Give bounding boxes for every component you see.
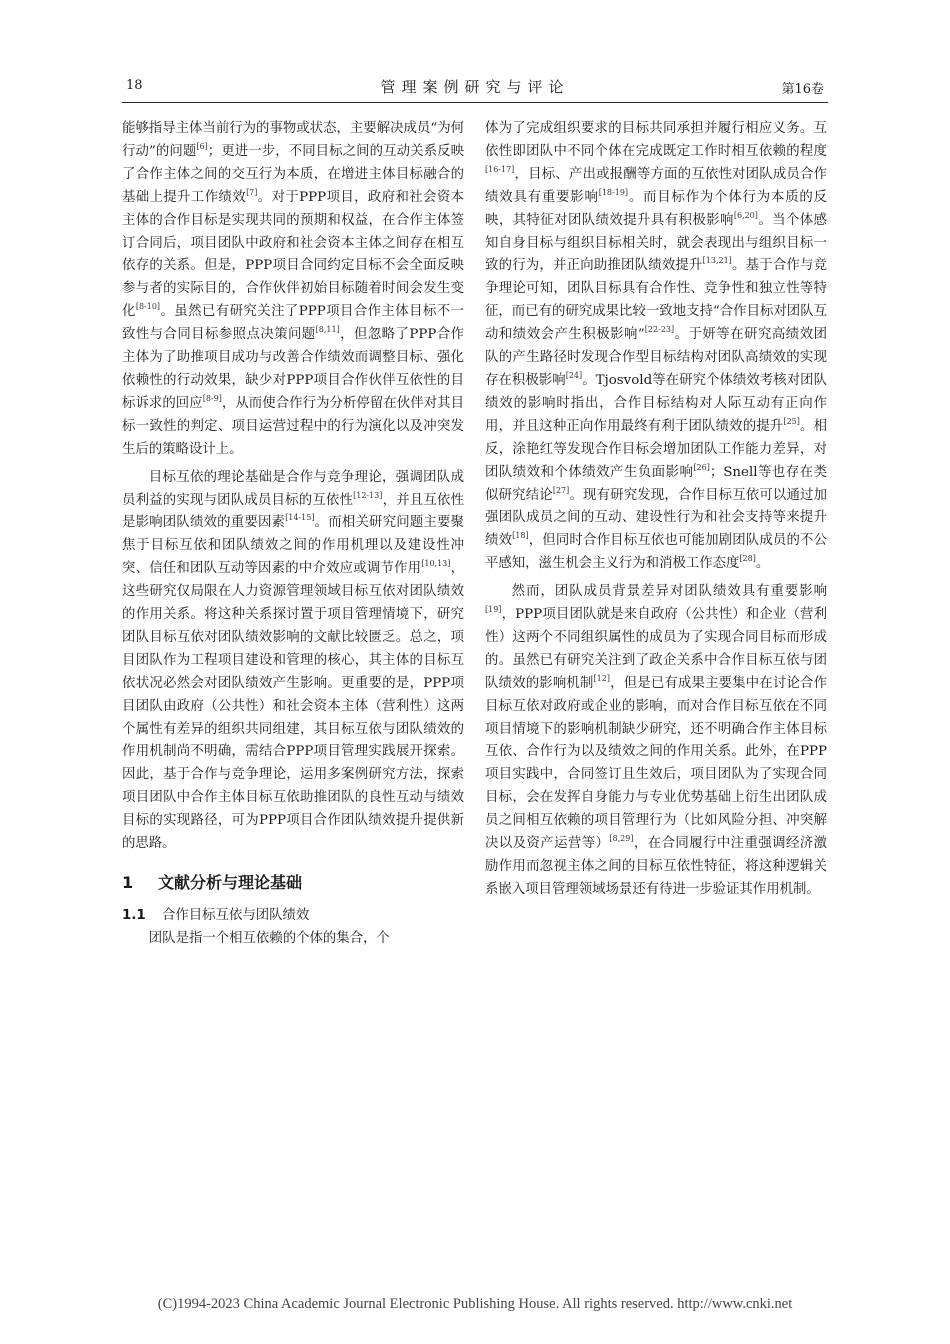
- paragraph: [485, 118, 827, 576]
- text-run: ，但同时合作目标互依也可能加剧团队成员的不公平感知，滋生机会主义行为和消极工作态度: [485, 533, 828, 572]
- section-heading: [122, 872, 464, 895]
- volume-label: 第16卷: [781, 82, 824, 97]
- subsection-title: 合作目标互依与团队绩效: [162, 907, 310, 923]
- text-run: 。而相关研究问题主要聚焦于目标互依和团队绩效之间的作用机理以及建设性冲突、信任和团队互动等因素的中介效应或调节作用: [122, 515, 464, 577]
- subsection-heading: [122, 905, 464, 928]
- citation-ref: [16-17]: [485, 164, 515, 174]
- citation-ref: [18]: [512, 531, 529, 541]
- text-run: 团队是指一个相互依赖的个体的集合，个: [148, 930, 390, 946]
- citation-ref: [14-15]: [285, 513, 315, 523]
- section-title: 文献分析与理论基础: [158, 873, 303, 892]
- citation-ref: [28]: [739, 554, 756, 564]
- text-run: 。相反，涂艳红等发现合作目标会增加团队工作能力差异，对团队绩效和个体绩效产生负面影响: [485, 418, 828, 480]
- subsection-number: 1.1: [122, 907, 146, 923]
- text-run: ；更进一步，不同目标之间的互动关系反映了合作主体之间的交互行为本质，在增进主体目标融合的基础上提升工作绩效: [122, 143, 464, 205]
- text-run: 。基于合作与竞争理论可知，团队目标具有合作性、竞争性和独立性等特征，而已有的研究成果比较一致地支持“合作目标对团队互动和绩效会产生积极影响”: [485, 258, 828, 343]
- citation-ref: [10,13]: [421, 559, 451, 569]
- paragraph: [485, 581, 827, 902]
- journal-title: 管理案例研究与评论: [380, 78, 570, 96]
- section-number: 1: [122, 873, 134, 892]
- text-run: ，在合同履行中注重强调经济激励作用而忽视主体之间的目标互依性特征，将这种逻辑关系嵌入项目管理领域场景还有待进一步验证其作用机制。: [485, 836, 828, 897]
- text-run: 目标互依的理论基础是合作与竞争理论，强调团队成员利益的实现与团队成员目标的互依性: [122, 469, 464, 508]
- paragraph: [122, 928, 464, 951]
- text-run: ；Snell等也存在类似研究结论: [485, 464, 827, 503]
- copyright-footer: (C)1994-2023 China Academic Journal Electronic Publishing House. All rights reserved. http://www.cnki.net: [157, 1296, 793, 1312]
- text-run: 。对于PPP项目，政府和社会资本主体的合作目标是实现共同的预期和权益，在合作主体签订合同后，项目团队中政府和社会资本主体之间存在相互依存的关系。但是，PPP项目合同约定目标不会全面反映参与者的实际目的，合作伙伴初始目标随着时间会发生变化: [122, 189, 465, 320]
- text-run: ，这些研究仅局限在人力资源管理领域目标互依对团队绩效的作用关系。将这种关系探讨置于项目管理情境下，研究团队目标互依对团队绩效影响的文献比较匮乏。总之，项目团队作为工程项目建设和管理的核心，其主体的目标互依状况必然会对团队绩效产生影响。更重要的是，PPP项目团队由政府（公共性）和社会资本主体（营利性）这两个属性有差异的组织共同组建，其目标互依与团队绩效的作用机制尚不明确，需结合PPP项目管理实践展开探索。因此，基于合作与竞争理论，运用多案例研究方法，探索项目团队中合作主体目标互依助推团队的良性互动与绩效目标的实现路径，可为PPP项目合作团队绩效提升提供新的思路。: [122, 561, 465, 852]
- left-column: [122, 118, 464, 951]
- paragraph: [122, 118, 464, 462]
- citation-ref: [8,29]: [609, 834, 634, 844]
- citation-ref: [18-19]: [598, 187, 629, 197]
- citation-ref: [12-13]: [353, 490, 383, 500]
- citation-ref: [26]: [693, 462, 710, 472]
- text-run: ，从而使合作行为分析停留在伙伴对其目标一致性的判定、项目运营过程中的行为演化以及冲突发生后的策略设计上。: [122, 395, 464, 457]
- text-run: 然而，团队成员背景差异对团队绩效具有重要影响: [511, 584, 827, 600]
- citation-ref: [24]: [565, 370, 583, 380]
- text-run: ，并且互依性是影响团队绩效的重要因素: [122, 492, 465, 531]
- text-run: 体为了完成组织要求的目标共同承担并履行相应义务。互依性即团队中不同个体在完成既定工作时相互依赖的程度: [485, 121, 827, 159]
- citation-ref: [27]: [552, 485, 570, 495]
- running-header: [122, 76, 828, 103]
- paragraph: [122, 467, 464, 856]
- citation-ref: [25]: [783, 416, 800, 426]
- text-run: ，目标、产出或报酬等方面的互依性对团队成员合作绩效具有重要影响: [485, 166, 827, 205]
- right-column: [485, 118, 827, 902]
- text-run: ，但是已有成果主要集中在讨论合作目标互依对政府或企业的影响，而对合作目标互依在不同项目情境下的影响机制缺少研究，还不明确合作主体目标互依、合作行为以及绩效之间的作用关系。此外，在PPP项目实践中，合同签订且生效后，项目团队为了实现合同目标，会在发挥自身能力与专业优势基础上衍生出团队成员之间相互依赖的项目管理行为（比如风险分担、冲突解决以及资产运营等）: [485, 675, 828, 852]
- citation-ref: [22-23]: [644, 325, 675, 335]
- citation-ref: [8-10]: [135, 302, 161, 312]
- citation-ref: [8,11]: [315, 325, 340, 335]
- citation-ref: [13,21]: [702, 256, 732, 266]
- text-run: ，PPP项目团队就是来自政府（公共性）和企业（营利性）这两个不同组织属性的成员为了实现合同目标而形成的。虽然已有研究关注到了政企关系中合作目标互依与团队绩效的影响机制: [485, 607, 827, 691]
- text-run: 。于妍等在研究高绩效团队的产生路径时发现合作型目标结构对团队高绩效的实现存在积极影响: [485, 327, 827, 388]
- citation-ref: [12]: [593, 673, 610, 683]
- citation-ref: [19]: [485, 605, 502, 615]
- text-run: 能够指导主体当前行为的事物或状态，主要解决成员“为何行动”的问题: [122, 121, 464, 159]
- text-run: 。Tjosvold等在研究个体绩效考核对团队绩效的影响时指出，合作目标结构对人际互动有正向作用，并且这种正向作用最终有利于团队绩效的提升: [485, 372, 828, 434]
- text-run: 。现有研究发现，合作目标互依可以通过加强团队成员之间的互动、建设性行为和社会支持等来提升绩效: [485, 487, 828, 549]
- text-run: 。而目标作为个体行为本质的反映，其特征对团队绩效提升具有积极影响: [485, 189, 828, 228]
- citation-ref: [8-9]: [202, 393, 222, 403]
- citation-ref: [7]: [246, 187, 258, 197]
- citation-ref: [6]: [196, 141, 208, 151]
- citation-ref: [6,20]: [733, 210, 758, 220]
- text-run: 。虽然已有研究关注了PPP项目合作主体目标不一致性与合同目标参照点决策问题: [122, 304, 465, 343]
- text-run: 。: [755, 556, 770, 572]
- text-run: 。当个体感知自身目标与组织目标相关时，就会表现出与组织目标一致的行为，并正向助推团队绩效提升: [485, 212, 828, 274]
- page-number: 18: [126, 78, 143, 93]
- text-run: ，但忽略了PPP合作主体为了助推项目成功与改善合作绩效而调整目标、强化依赖性的行动效果，缺少对PPP项目合作伙伴互依性的目标诉求的回应: [122, 327, 465, 411]
